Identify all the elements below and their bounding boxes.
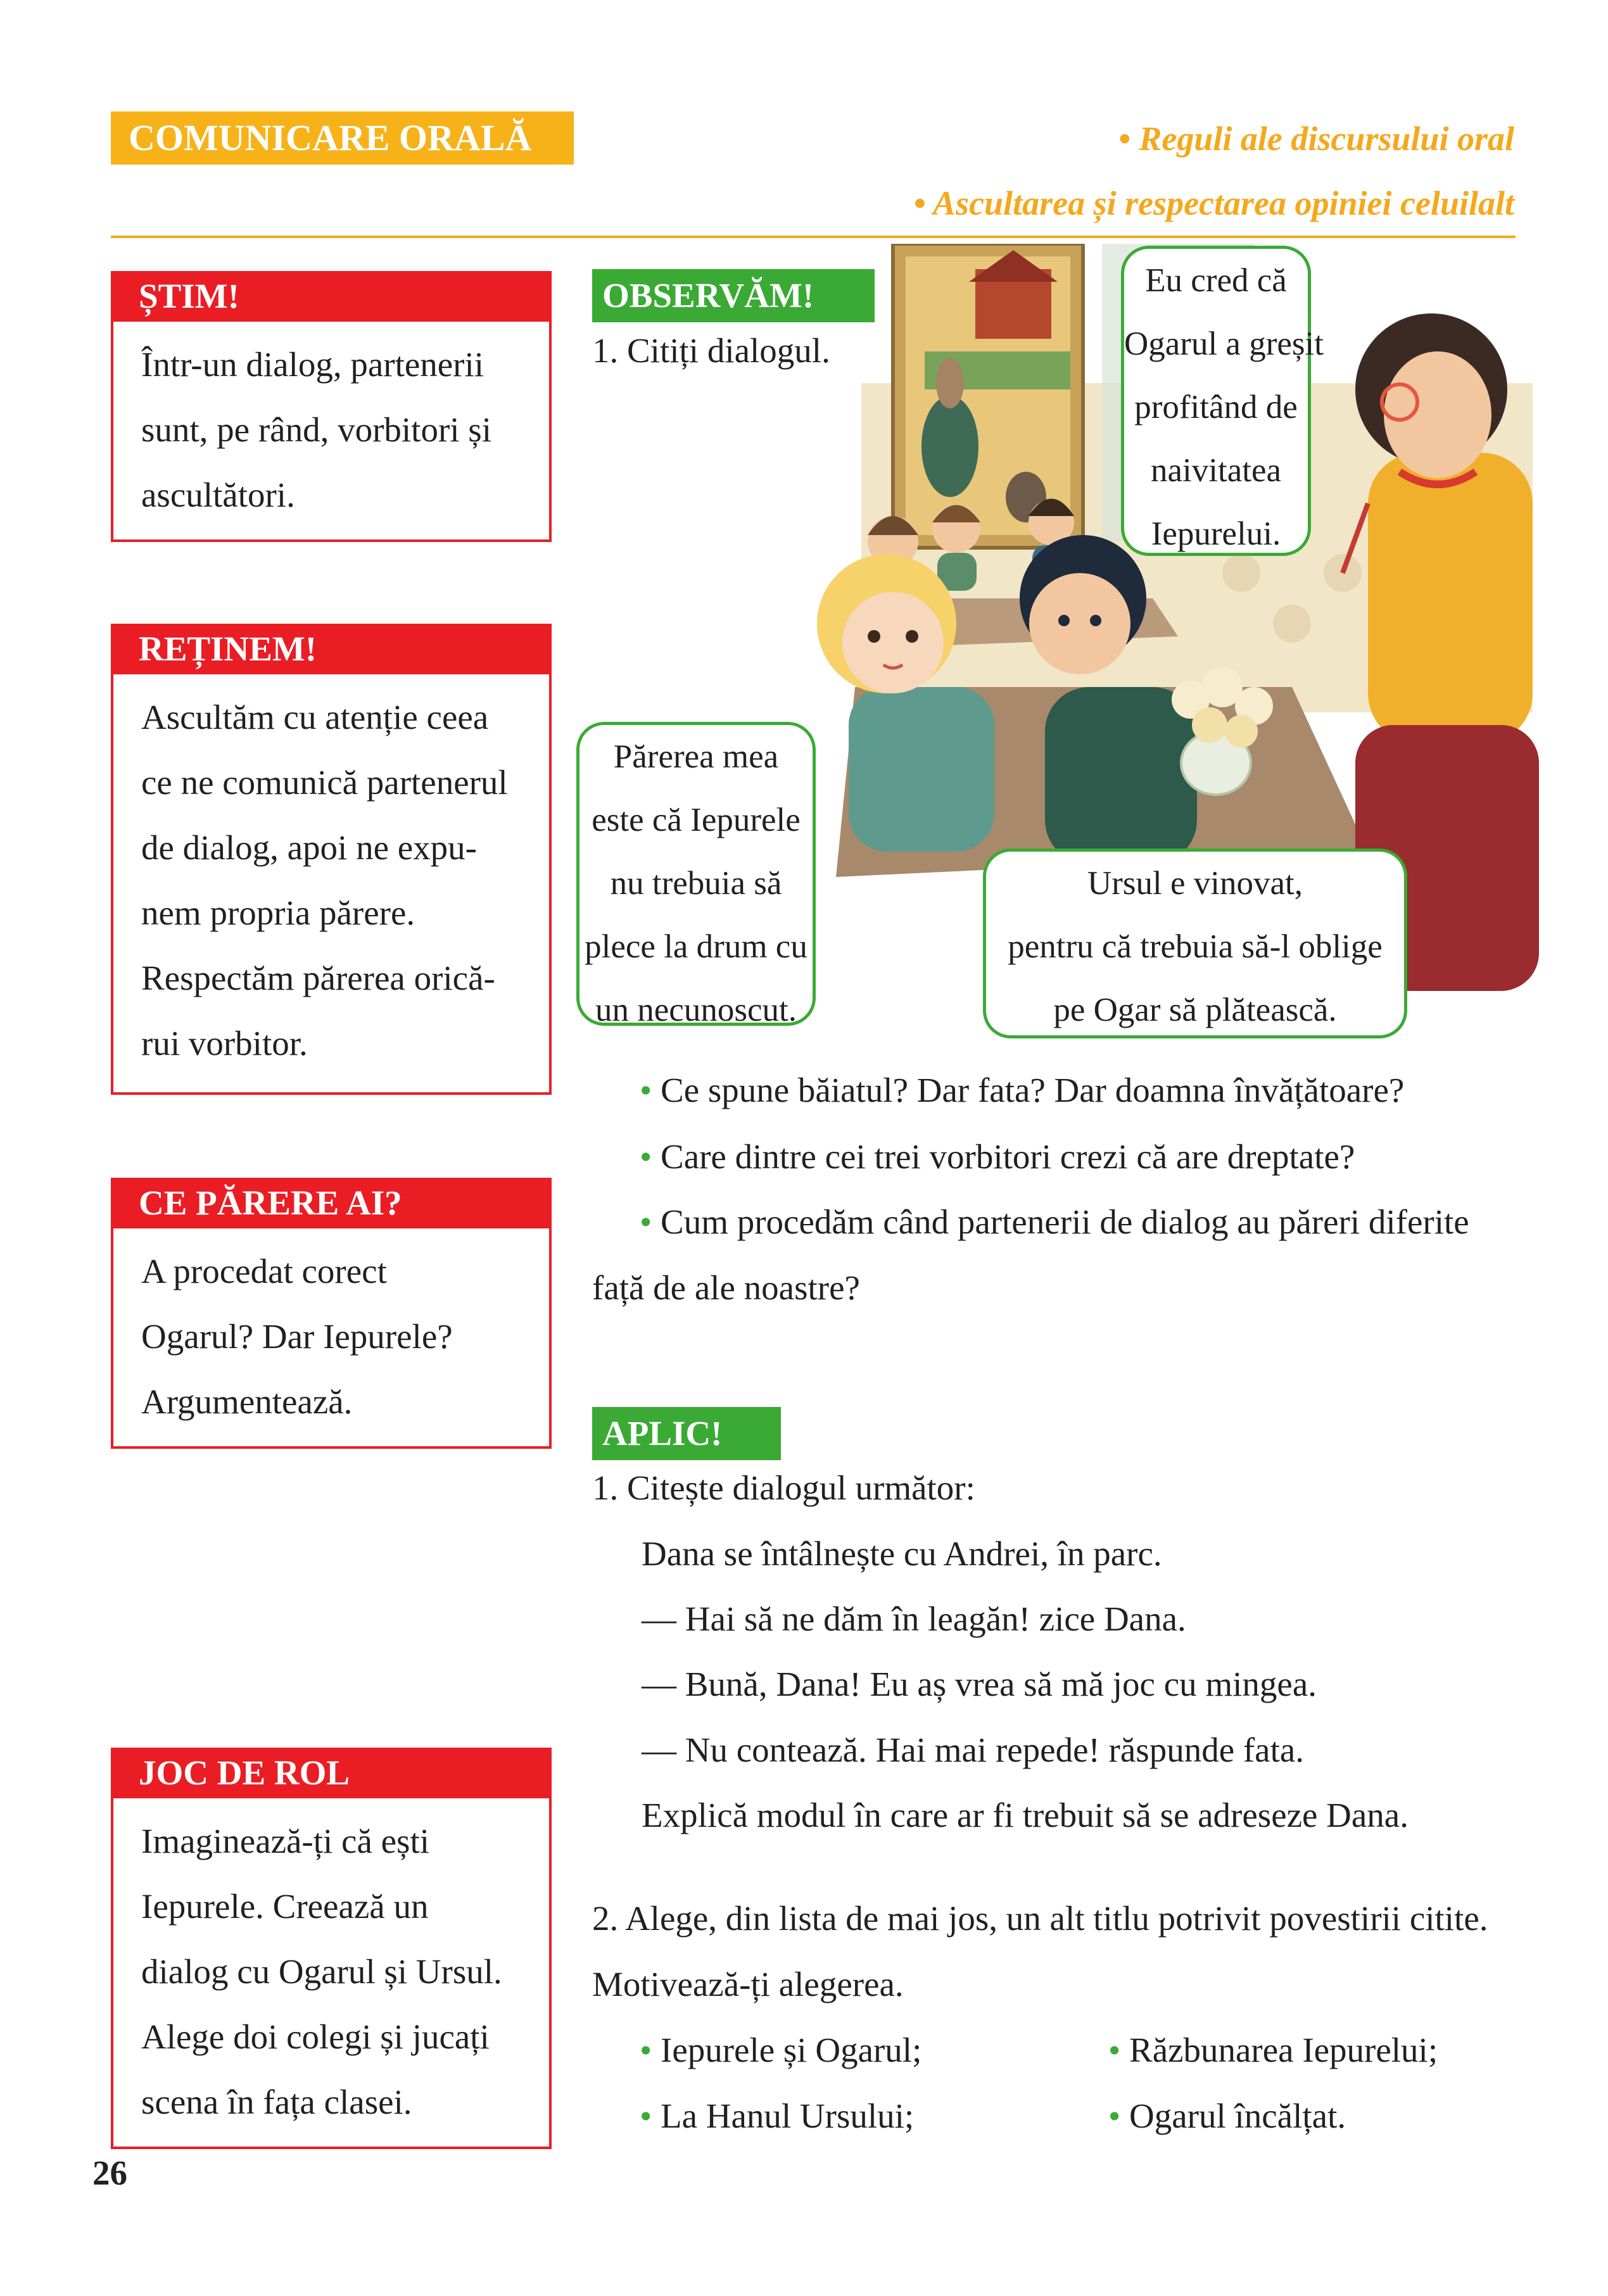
- speech-bubble-boy: [983, 848, 1407, 1038]
- card-line: de dialog, apoi ne expu-: [141, 828, 477, 867]
- aplic-task-1: 1. Citește dialogul următor:: [592, 1468, 975, 1507]
- card-line: A procedat corect: [141, 1252, 387, 1290]
- subtitle-rules: • Reguli ale discursului oral: [1118, 120, 1514, 158]
- subtitle-respect: • Ascultarea și respectarea opiniei celuilalt: [913, 184, 1514, 222]
- bullet-icon: •: [640, 1071, 652, 1109]
- aplic-task-2-continuation: Motivează-ți alegerea.: [592, 1965, 904, 2003]
- card-parere: [111, 1178, 552, 1449]
- page-number: 26: [92, 2154, 127, 2192]
- dialog-line: — Hai să ne dăm în leagăn! zice Dana.: [642, 1599, 1186, 1638]
- card-line: Imaginează-ți că ești: [141, 1822, 430, 1860]
- question-continuation: față de ale noastre?: [592, 1268, 860, 1307]
- title-option: • Ogarul încălțat.: [1108, 2097, 1346, 2135]
- card-line: sunt, pe rând, vorbitori și: [141, 410, 491, 449]
- card-joc-title: JOC DE ROL: [111, 1748, 552, 1798]
- card-line: Alege doi colegi și jucați: [141, 2017, 490, 2056]
- card-parere-title: CE PĂRERE AI?: [111, 1178, 552, 1228]
- title-option: • Iepurele și Ogarul;: [640, 2031, 922, 2069]
- card-line: dialog cu Ogarul și Ursul.: [141, 1952, 502, 1991]
- section-tag: COMUNICARE ORALĂ: [111, 111, 574, 165]
- header-divider: [111, 236, 1516, 238]
- bubble-line: un necunoscut.: [595, 992, 797, 1028]
- observam-tag: OBSERVĂM!: [592, 269, 875, 322]
- bullet-icon: •: [1108, 2097, 1121, 2135]
- bubble-line: Iepurelui.: [1151, 515, 1281, 552]
- card-line: nem propria părere.: [141, 893, 415, 932]
- card-line: Ascultăm cu atenție ceea: [141, 698, 489, 736]
- card-line: ascultători.: [141, 476, 295, 514]
- bubble-line: plece la drum cu: [585, 928, 807, 965]
- card-line: Ogarul? Dar Iepurele?: [141, 1317, 453, 1356]
- card-line: Într-un dialog, partenerii: [141, 345, 484, 384]
- speech-bubble-girl: [576, 722, 816, 1026]
- card-line: scena în fața clasei.: [141, 2083, 412, 2121]
- bullet-icon: •: [640, 2097, 652, 2135]
- dialog-line: Dana se întâlnește cu Andrei, în parc.: [642, 1534, 1162, 1573]
- bubble-line: nu trebuia să: [610, 865, 782, 902]
- card-line: ce ne comunică partenerul: [141, 763, 508, 802]
- card-retinem: [111, 624, 552, 1095]
- observam-instruction: 1. Citiți dialogul.: [592, 331, 830, 370]
- title-option: • Răzbunarea Iepurelui;: [1108, 2031, 1438, 2069]
- title-option: • La Hanul Ursului;: [640, 2097, 915, 2135]
- bullet-icon: •: [640, 2031, 652, 2069]
- bubble-line: Ursul e vinovat,: [1087, 865, 1303, 902]
- question-item: • Ce spune băiatul? Dar fata? Dar doamna învățătoare?: [640, 1071, 1405, 1109]
- bubble-line: Părerea mea: [613, 738, 779, 775]
- dialog-line: Explică modul în care ar fi trebuit să se adreseze Dana.: [642, 1796, 1409, 1834]
- card-retinem-title: REȚINEM!: [111, 624, 552, 674]
- card-stim-title: ȘTIM!: [111, 271, 552, 322]
- bubble-line: profitând de: [1134, 389, 1298, 426]
- bubble-line: pe Ogar să plătească.: [1053, 992, 1337, 1028]
- bubble-line: Eu cred că: [1145, 262, 1287, 299]
- aplic-task-2: 2. Alege, din lista de mai jos, un alt titlu potrivit povestirii citite.: [592, 1899, 1488, 1938]
- bubble-line: este că Iepurele: [592, 802, 801, 838]
- bubble-line: pentru că trebuia să-l oblige: [1008, 928, 1383, 965]
- question-item: • Cum procedăm când partenerii de dialog au păreri diferite: [640, 1202, 1469, 1241]
- picture-hound-head: [936, 358, 964, 408]
- card-line: Argumentează.: [141, 1382, 353, 1421]
- bullet-icon: •: [640, 1137, 652, 1176]
- bullet-icon: •: [1108, 2031, 1121, 2069]
- card-line: rui vorbitor.: [141, 1024, 308, 1063]
- question-item: • Care dintre cei trei vorbitori crezi că are dreptate?: [640, 1137, 1355, 1176]
- bubble-line: naivitatea: [1151, 452, 1281, 489]
- speech-bubble-teacher: [1121, 246, 1324, 556]
- picture-hound: [921, 396, 978, 497]
- dialog-line: — Nu contează. Hai mai repede! răspunde fata.: [642, 1731, 1305, 1769]
- card-line: Iepurele. Creează un: [141, 1887, 429, 1926]
- bullet-icon: •: [640, 1202, 652, 1241]
- card-joc: [111, 1748, 552, 2149]
- bubble-line: Ogarul a greșit: [1124, 325, 1324, 362]
- aplic-tag: APLIC!: [592, 1407, 781, 1460]
- card-line: Respectăm părerea orică-: [141, 959, 495, 997]
- card-stim: [111, 271, 552, 542]
- dialog-line: — Bună, Dana! Eu aș vrea să mă joc cu mingea.: [642, 1665, 1317, 1703]
